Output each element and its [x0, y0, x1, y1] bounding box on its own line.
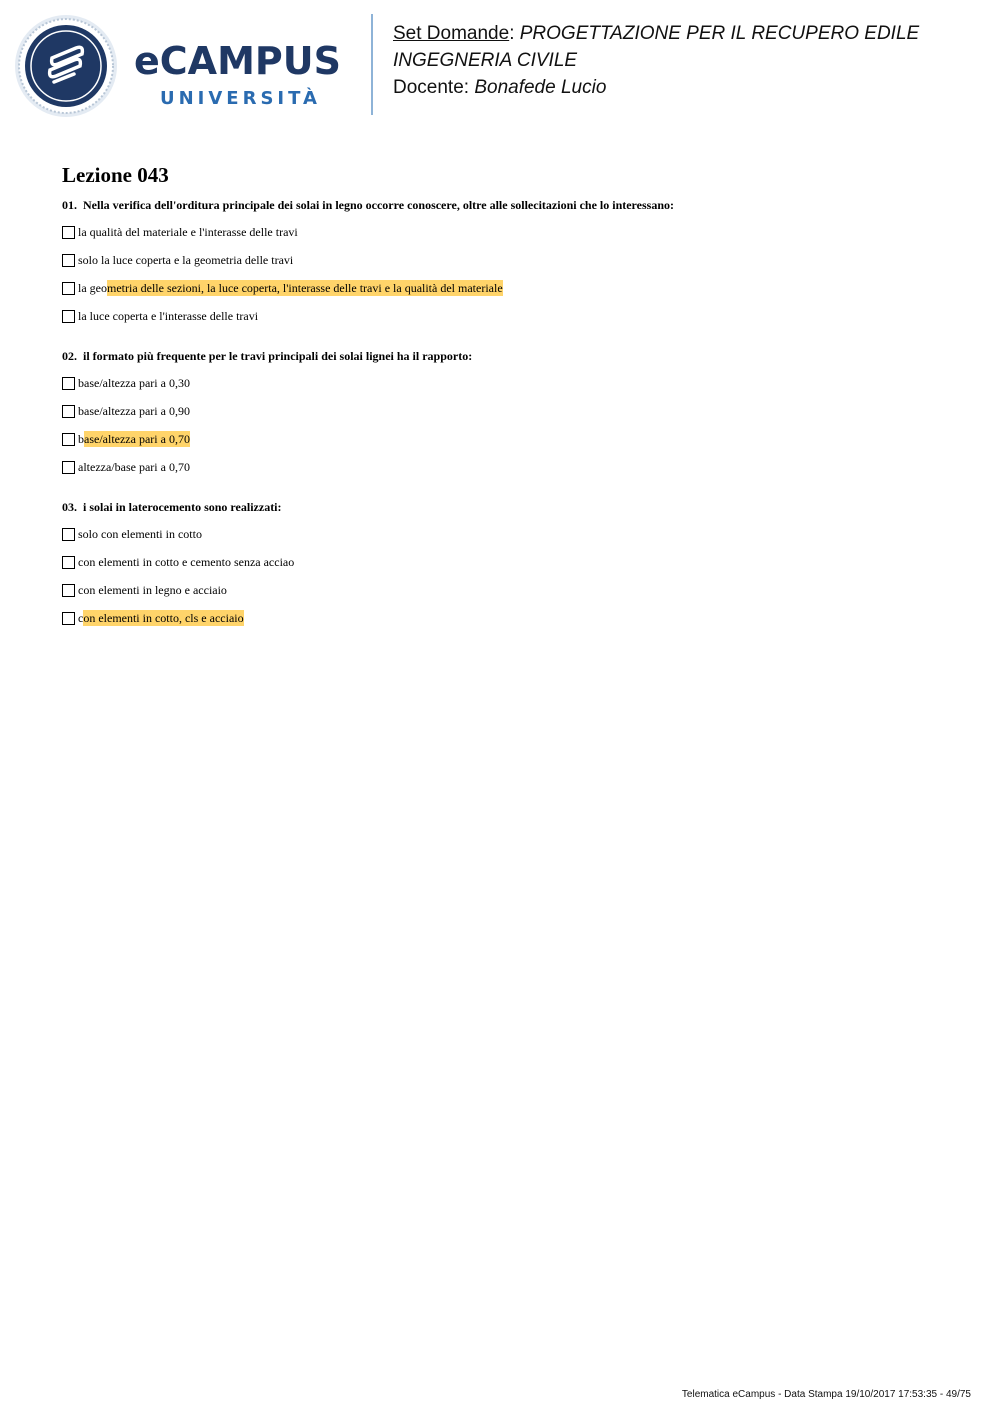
answer-checkbox[interactable]: [62, 377, 75, 390]
answer-text: la geo: [78, 281, 107, 295]
answer-checkbox[interactable]: [62, 310, 75, 323]
set-domande-label: Set Domande: [393, 23, 510, 44]
answer-text: con elementi in cotto e cemento senza acciao: [78, 555, 295, 569]
answer-checkbox[interactable]: [62, 528, 75, 541]
answer-text: base/altezza pari a 0,30: [78, 376, 190, 390]
answer-option[interactable]: [62, 223, 962, 241]
answer-option[interactable]: [62, 307, 962, 325]
lesson-title: Lezione 043: [62, 163, 169, 187]
university-seal-icon: [14, 14, 118, 118]
answer-option-correct[interactable]: [62, 430, 962, 448]
answer-text: con elementi in legno e acciaio: [78, 583, 227, 597]
docente-name: Bonafede Lucio: [474, 77, 607, 98]
question-number: 01.: [62, 198, 77, 212]
question-03: [62, 499, 962, 637]
question-number: 02.: [62, 349, 77, 363]
logo-subtitle: UNIVERSITÀ: [160, 88, 321, 109]
question-text: [62, 348, 962, 364]
course-subtitle: INGEGNERIA CIVILE: [393, 50, 578, 71]
question-number: 03.: [62, 500, 77, 514]
answer-text: solo la luce coperta e la geometria delle travi: [78, 253, 294, 267]
answer-option[interactable]: [62, 458, 962, 476]
answer-option[interactable]: [62, 402, 962, 420]
answer-text: la qualità del materiale e l'interasse delle travi: [78, 225, 298, 239]
answer-checkbox[interactable]: [62, 226, 75, 239]
ecampus-logo[interactable]: [14, 14, 359, 118]
page-footer: Telematica eCampus - Data Stampa 19/10/2017 17:53:35 - 49/75: [681, 1389, 971, 1400]
answer-text: b: [78, 432, 84, 446]
question-02: [62, 348, 962, 486]
answer-option[interactable]: [62, 553, 962, 571]
answer-highlighted-text: ase/altezza pari a 0,70: [84, 432, 190, 446]
set-domande-separator: :: [509, 23, 515, 44]
answer-checkbox[interactable]: [62, 461, 75, 474]
answer-text: base/altezza pari a 0,90: [78, 404, 190, 418]
header-info: [393, 20, 993, 101]
question-01: [62, 197, 962, 335]
answer-checkbox[interactable]: [62, 433, 75, 446]
logo-brand: eCAMPUS: [134, 39, 341, 83]
answer-text: c: [78, 611, 84, 625]
answer-text: altezza/base pari a 0,70: [78, 460, 190, 474]
answer-option-correct[interactable]: [62, 609, 962, 627]
answer-checkbox[interactable]: [62, 556, 75, 569]
page-header: [0, 0, 1000, 130]
header-divider: [371, 14, 373, 115]
answer-checkbox[interactable]: [62, 612, 75, 625]
answer-checkbox[interactable]: [62, 282, 75, 295]
answer-highlighted-text: metria delle sezioni, la luce coperta, l'interasse delle travi e la qualità del materiale: [107, 281, 503, 295]
answer-checkbox[interactable]: [62, 254, 75, 267]
course-title: PROGETTAZIONE PER IL RECUPERO EDILE: [519, 23, 920, 44]
answer-checkbox[interactable]: [62, 584, 75, 597]
docente-label: Docente:: [393, 77, 470, 98]
question-body: Nella verifica dell'orditura principale dei solai in legno occorre conoscere, oltre alle sollecitazioni che lo interessano:: [83, 198, 675, 212]
answer-text: la luce coperta e l'interasse delle travi: [78, 309, 259, 323]
answer-checkbox[interactable]: [62, 405, 75, 418]
answer-option[interactable]: [62, 581, 962, 599]
set-domande-line: [393, 20, 993, 47]
question-body: il formato più frequente per le travi principali dei solai lignei ha il rapporto:: [83, 349, 473, 363]
question-body: i solai in laterocemento sono realizzati:: [83, 500, 282, 514]
answer-option-correct[interactable]: [62, 279, 962, 297]
answer-option[interactable]: [62, 374, 962, 392]
answer-highlighted-text: on elementi in cotto, cls e acciaio: [83, 611, 244, 625]
answer-option[interactable]: [62, 525, 962, 543]
answer-option[interactable]: [62, 251, 962, 269]
question-text: [62, 499, 962, 515]
docente-line: [393, 74, 993, 101]
question-text: [62, 197, 962, 213]
answer-text: solo con elementi in cotto: [78, 527, 202, 541]
